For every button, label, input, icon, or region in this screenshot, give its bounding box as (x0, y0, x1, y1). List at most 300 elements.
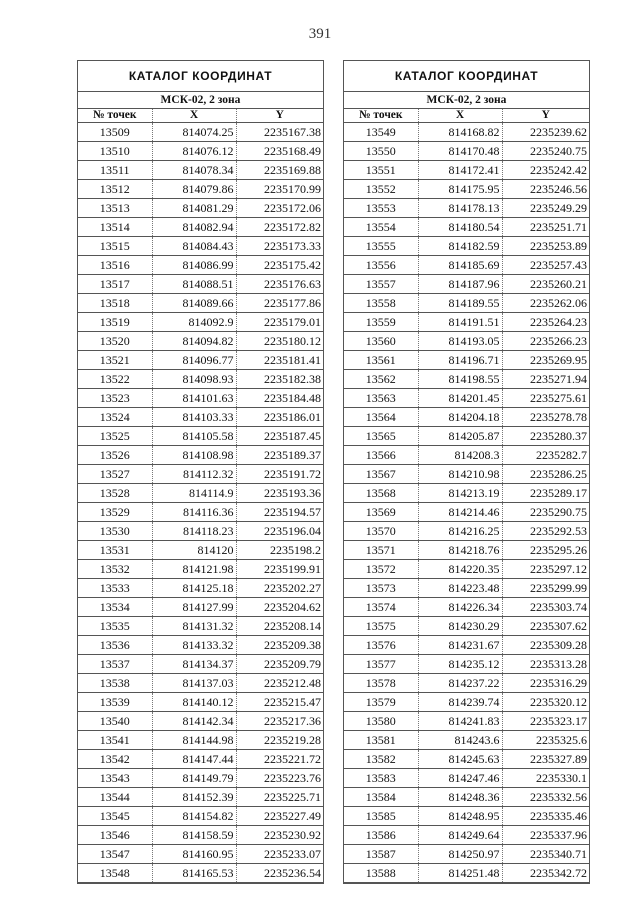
y-coordinate-cell: 2235199.91 (236, 560, 323, 579)
table-row (344, 408, 589, 427)
y-coordinate-cell: 2235169.88 (236, 161, 323, 180)
y-coordinate-cell: 2235264.23 (502, 313, 589, 332)
point-number-cell: 13512 (78, 180, 152, 199)
y-coordinate-cell: 2235170.99 (236, 180, 323, 199)
y-coordinate-cell: 2235209.79 (236, 655, 323, 674)
y-coordinate-cell: 2235187.45 (236, 427, 323, 446)
point-number-cell: 13534 (78, 598, 152, 617)
table-row (344, 275, 589, 294)
x-coordinate-cell: 814074.25 (152, 123, 236, 142)
point-number-cell: 13556 (344, 256, 418, 275)
y-coordinate-cell: 2235320.12 (502, 693, 589, 712)
point-number-cell: 13577 (344, 655, 418, 674)
table-row (78, 522, 323, 541)
point-number-cell: 13552 (344, 180, 418, 199)
x-coordinate-cell: 814216.25 (418, 522, 502, 541)
x-coordinate-cell: 814180.54 (418, 218, 502, 237)
x-coordinate-cell: 814134.37 (152, 655, 236, 674)
table-row (344, 769, 589, 788)
point-number-cell: 13559 (344, 313, 418, 332)
y-coordinate-cell: 2235337.96 (502, 826, 589, 845)
table-row (344, 826, 589, 845)
table-row (344, 142, 589, 161)
x-coordinate-cell: 814079.86 (152, 180, 236, 199)
table-row (344, 180, 589, 199)
point-number-cell: 13514 (78, 218, 152, 237)
y-coordinate-cell: 2235179.01 (236, 313, 323, 332)
y-coordinate-cell: 2235316.29 (502, 674, 589, 693)
y-coordinate-cell: 2235180.12 (236, 332, 323, 351)
y-coordinate-cell: 2235167.38 (236, 123, 323, 142)
table-row (78, 237, 323, 256)
x-coordinate-cell: 814230.29 (418, 617, 502, 636)
catalog-title: КАТАЛОГ КООРДИНАТ (344, 61, 589, 92)
x-coordinate-cell: 814084.43 (152, 237, 236, 256)
y-coordinate-cell: 2235221.72 (236, 750, 323, 769)
point-number-cell: 13542 (78, 750, 152, 769)
y-coordinate-cell: 2235313.28 (502, 655, 589, 674)
table-row (78, 750, 323, 769)
y-coordinate-cell: 2235208.14 (236, 617, 323, 636)
header-y: Y (236, 109, 323, 123)
x-coordinate-cell: 814147.44 (152, 750, 236, 769)
point-number-cell: 13548 (78, 864, 152, 883)
header-x: X (418, 109, 502, 123)
x-coordinate-cell: 814142.34 (152, 712, 236, 731)
header-y: Y (502, 109, 589, 123)
x-coordinate-cell: 814121.98 (152, 560, 236, 579)
y-coordinate-cell: 2235327.89 (502, 750, 589, 769)
y-coordinate-cell: 2235219.28 (236, 731, 323, 750)
point-number-cell: 13570 (344, 522, 418, 541)
coordinate-catalog-right (343, 60, 590, 884)
table-row (78, 275, 323, 294)
point-number-cell: 13518 (78, 294, 152, 313)
y-coordinate-cell: 2235271.94 (502, 370, 589, 389)
point-number-cell: 13539 (78, 693, 152, 712)
table-row (78, 636, 323, 655)
point-number-cell: 13554 (344, 218, 418, 237)
x-coordinate-cell: 814220.35 (418, 560, 502, 579)
x-coordinate-cell: 814082.94 (152, 218, 236, 237)
page-number: 391 (308, 26, 332, 42)
y-coordinate-cell: 2235194.57 (236, 503, 323, 522)
y-coordinate-cell: 2235325.6 (502, 731, 589, 750)
y-coordinate-cell: 2235196.04 (236, 522, 323, 541)
point-number-cell: 13566 (344, 446, 418, 465)
header-point-number: № точек (344, 109, 418, 123)
coordinate-catalog-left (77, 60, 324, 884)
point-number-cell: 13588 (344, 864, 418, 883)
x-coordinate-cell: 814133.32 (152, 636, 236, 655)
point-number-cell: 13555 (344, 237, 418, 256)
y-coordinate-cell: 2235176.63 (236, 275, 323, 294)
point-number-cell: 13582 (344, 750, 418, 769)
coordinate-table (78, 109, 323, 883)
point-number-cell: 13520 (78, 332, 152, 351)
table-row (344, 465, 589, 484)
x-coordinate-cell: 814248.95 (418, 807, 502, 826)
table-header-row (344, 109, 589, 123)
x-coordinate-cell: 814191.51 (418, 313, 502, 332)
table-row (78, 370, 323, 389)
y-coordinate-cell: 2235191.72 (236, 465, 323, 484)
point-number-cell: 13517 (78, 275, 152, 294)
table-row (78, 123, 323, 142)
point-number-cell: 13509 (78, 123, 152, 142)
table-row (78, 845, 323, 864)
x-coordinate-cell: 814170.48 (418, 142, 502, 161)
table-row (344, 351, 589, 370)
x-coordinate-cell: 814127.99 (152, 598, 236, 617)
table-row (344, 864, 589, 883)
table-row (78, 541, 323, 560)
point-number-cell: 13562 (344, 370, 418, 389)
y-coordinate-cell: 2235209.38 (236, 636, 323, 655)
table-row (344, 788, 589, 807)
table-row (344, 712, 589, 731)
y-coordinate-cell: 2235342.72 (502, 864, 589, 883)
y-coordinate-cell: 2235269.95 (502, 351, 589, 370)
table-row (344, 636, 589, 655)
y-coordinate-cell: 2235173.33 (236, 237, 323, 256)
point-number-cell: 13533 (78, 579, 152, 598)
y-coordinate-cell: 2235246.56 (502, 180, 589, 199)
point-number-cell: 13511 (78, 161, 152, 180)
table-row (344, 161, 589, 180)
table-row (344, 750, 589, 769)
y-coordinate-cell: 2235253.89 (502, 237, 589, 256)
table-row (78, 788, 323, 807)
point-number-cell: 13527 (78, 465, 152, 484)
point-number-cell: 13565 (344, 427, 418, 446)
catalog-zone: МСК-02, 2 зона (344, 92, 589, 109)
table-row (78, 674, 323, 693)
point-number-cell: 13513 (78, 199, 152, 218)
y-coordinate-cell: 2235227.49 (236, 807, 323, 826)
point-number-cell: 13551 (344, 161, 418, 180)
y-coordinate-cell: 2235340.71 (502, 845, 589, 864)
point-number-cell: 13574 (344, 598, 418, 617)
y-coordinate-cell: 2235189.37 (236, 446, 323, 465)
x-coordinate-cell: 814226.34 (418, 598, 502, 617)
table-row (344, 446, 589, 465)
point-number-cell: 13531 (78, 541, 152, 560)
table-row (344, 541, 589, 560)
point-number-cell: 13549 (344, 123, 418, 142)
x-coordinate-cell: 814231.67 (418, 636, 502, 655)
table-row (344, 503, 589, 522)
table-row (78, 560, 323, 579)
catalog-zone: МСК-02, 2 зона (78, 92, 323, 109)
x-coordinate-cell: 814218.76 (418, 541, 502, 560)
table-row (78, 199, 323, 218)
point-number-cell: 13575 (344, 617, 418, 636)
table-row (344, 845, 589, 864)
point-number-cell: 13540 (78, 712, 152, 731)
y-coordinate-cell: 2235172.06 (236, 199, 323, 218)
y-coordinate-cell: 2235233.07 (236, 845, 323, 864)
x-coordinate-cell: 814158.59 (152, 826, 236, 845)
table-row (344, 370, 589, 389)
y-coordinate-cell: 2235230.92 (236, 826, 323, 845)
x-coordinate-cell: 814245.63 (418, 750, 502, 769)
x-coordinate-cell: 814101.63 (152, 389, 236, 408)
y-coordinate-cell: 2235299.99 (502, 579, 589, 598)
y-coordinate-cell: 2235292.53 (502, 522, 589, 541)
table-row (78, 693, 323, 712)
table-row (78, 655, 323, 674)
table-row (344, 256, 589, 275)
point-number-cell: 13535 (78, 617, 152, 636)
x-coordinate-cell: 814160.95 (152, 845, 236, 864)
y-coordinate-cell: 2235309.28 (502, 636, 589, 655)
table-row (78, 161, 323, 180)
y-coordinate-cell: 2235175.42 (236, 256, 323, 275)
point-number-cell: 13581 (344, 731, 418, 750)
x-coordinate-cell: 814178.13 (418, 199, 502, 218)
table-row (344, 693, 589, 712)
table-row (344, 560, 589, 579)
point-number-cell: 13526 (78, 446, 152, 465)
point-number-cell: 13530 (78, 522, 152, 541)
table-row (344, 598, 589, 617)
y-coordinate-cell: 2235181.41 (236, 351, 323, 370)
point-number-cell: 13547 (78, 845, 152, 864)
y-coordinate-cell: 2235186.01 (236, 408, 323, 427)
table-row (344, 484, 589, 503)
point-number-cell: 13569 (344, 503, 418, 522)
point-number-cell: 13576 (344, 636, 418, 655)
table-row (344, 617, 589, 636)
table-row (344, 123, 589, 142)
table-row (78, 864, 323, 883)
table-row (78, 769, 323, 788)
table-row (78, 465, 323, 484)
y-coordinate-cell: 2235172.82 (236, 218, 323, 237)
x-coordinate-cell: 814235.12 (418, 655, 502, 674)
catalog-title: КАТАЛОГ КООРДИНАТ (78, 61, 323, 92)
table-row (344, 294, 589, 313)
point-number-cell: 13573 (344, 579, 418, 598)
x-coordinate-cell: 814208.3 (418, 446, 502, 465)
table-row (78, 731, 323, 750)
x-coordinate-cell: 814086.99 (152, 256, 236, 275)
point-number-cell: 13523 (78, 389, 152, 408)
table-row (78, 617, 323, 636)
y-coordinate-cell: 2235168.49 (236, 142, 323, 161)
table-row (344, 731, 589, 750)
x-coordinate-cell: 814198.55 (418, 370, 502, 389)
y-coordinate-cell: 2235266.23 (502, 332, 589, 351)
x-coordinate-cell: 814168.82 (418, 123, 502, 142)
y-coordinate-cell: 2235217.36 (236, 712, 323, 731)
y-coordinate-cell: 2235262.06 (502, 294, 589, 313)
x-coordinate-cell: 814125.18 (152, 579, 236, 598)
point-number-cell: 13516 (78, 256, 152, 275)
y-coordinate-cell: 2235236.54 (236, 864, 323, 883)
x-coordinate-cell: 814241.83 (418, 712, 502, 731)
x-coordinate-cell: 814251.48 (418, 864, 502, 883)
y-coordinate-cell: 2235278.78 (502, 408, 589, 427)
y-coordinate-cell: 2235184.48 (236, 389, 323, 408)
table-row (344, 807, 589, 826)
y-coordinate-cell: 2235260.21 (502, 275, 589, 294)
point-number-cell: 13546 (78, 826, 152, 845)
y-coordinate-cell: 2235286.25 (502, 465, 589, 484)
x-coordinate-cell: 814092.9 (152, 313, 236, 332)
y-coordinate-cell: 2235307.62 (502, 617, 589, 636)
y-coordinate-cell: 2235242.42 (502, 161, 589, 180)
point-number-cell: 13553 (344, 199, 418, 218)
y-coordinate-cell: 2235257.43 (502, 256, 589, 275)
y-coordinate-cell: 2235289.17 (502, 484, 589, 503)
coordinate-table (344, 109, 589, 883)
point-number-cell: 13519 (78, 313, 152, 332)
table-row (78, 313, 323, 332)
table-row (78, 294, 323, 313)
x-coordinate-cell: 814118.23 (152, 522, 236, 541)
point-number-cell: 13583 (344, 769, 418, 788)
x-coordinate-cell: 814137.03 (152, 674, 236, 693)
table-row (78, 807, 323, 826)
x-coordinate-cell: 814144.98 (152, 731, 236, 750)
y-coordinate-cell: 2235204.62 (236, 598, 323, 617)
y-coordinate-cell: 2235223.76 (236, 769, 323, 788)
x-coordinate-cell: 814243.6 (418, 731, 502, 750)
table-row (78, 408, 323, 427)
y-coordinate-cell: 2235225.71 (236, 788, 323, 807)
y-coordinate-cell: 2235202.27 (236, 579, 323, 598)
x-coordinate-cell: 814201.45 (418, 389, 502, 408)
point-number-cell: 13537 (78, 655, 152, 674)
table-row (78, 579, 323, 598)
point-number-cell: 13543 (78, 769, 152, 788)
y-coordinate-cell: 2235295.26 (502, 541, 589, 560)
point-number-cell: 13568 (344, 484, 418, 503)
x-coordinate-cell: 814250.97 (418, 845, 502, 864)
x-coordinate-cell: 814140.12 (152, 693, 236, 712)
header-point-number: № точек (78, 109, 152, 123)
x-coordinate-cell: 814076.12 (152, 142, 236, 161)
x-coordinate-cell: 814078.34 (152, 161, 236, 180)
point-number-cell: 13536 (78, 636, 152, 655)
table-row (344, 218, 589, 237)
x-coordinate-cell: 814081.29 (152, 199, 236, 218)
point-number-cell: 13541 (78, 731, 152, 750)
point-number-cell: 13586 (344, 826, 418, 845)
y-coordinate-cell: 2235282.7 (502, 446, 589, 465)
x-coordinate-cell: 814165.53 (152, 864, 236, 883)
x-coordinate-cell: 814182.59 (418, 237, 502, 256)
x-coordinate-cell: 814094.82 (152, 332, 236, 351)
table-row (344, 237, 589, 256)
x-coordinate-cell: 814116.36 (152, 503, 236, 522)
point-number-cell: 13560 (344, 332, 418, 351)
x-coordinate-cell: 814205.87 (418, 427, 502, 446)
y-coordinate-cell: 2235212.48 (236, 674, 323, 693)
y-coordinate-cell: 2235297.12 (502, 560, 589, 579)
point-number-cell: 13510 (78, 142, 152, 161)
table-row (78, 256, 323, 275)
point-number-cell: 13532 (78, 560, 152, 579)
x-coordinate-cell: 814196.71 (418, 351, 502, 370)
table-row (344, 674, 589, 693)
x-coordinate-cell: 814154.82 (152, 807, 236, 826)
header-x: X (152, 109, 236, 123)
table-row (78, 446, 323, 465)
x-coordinate-cell: 814175.95 (418, 180, 502, 199)
point-number-cell: 13584 (344, 788, 418, 807)
x-coordinate-cell: 814131.32 (152, 617, 236, 636)
y-coordinate-cell: 2235290.75 (502, 503, 589, 522)
table-row (78, 389, 323, 408)
y-coordinate-cell: 2235275.61 (502, 389, 589, 408)
x-coordinate-cell: 814103.33 (152, 408, 236, 427)
point-number-cell: 13525 (78, 427, 152, 446)
table-row (78, 484, 323, 503)
y-coordinate-cell: 2235239.62 (502, 123, 589, 142)
table-row (344, 332, 589, 351)
point-number-cell: 13579 (344, 693, 418, 712)
x-coordinate-cell: 814120 (152, 541, 236, 560)
point-number-cell: 13572 (344, 560, 418, 579)
y-coordinate-cell: 2235193.36 (236, 484, 323, 503)
point-number-cell: 13585 (344, 807, 418, 826)
table-row (344, 313, 589, 332)
point-number-cell: 13580 (344, 712, 418, 731)
table-row (78, 826, 323, 845)
point-number-cell: 13578 (344, 674, 418, 693)
x-coordinate-cell: 814237.22 (418, 674, 502, 693)
table-row (344, 389, 589, 408)
x-coordinate-cell: 814088.51 (152, 275, 236, 294)
table-row (78, 503, 323, 522)
y-coordinate-cell: 2235335.46 (502, 807, 589, 826)
x-coordinate-cell: 814249.64 (418, 826, 502, 845)
x-coordinate-cell: 814112.32 (152, 465, 236, 484)
x-coordinate-cell: 814189.55 (418, 294, 502, 313)
x-coordinate-cell: 814114.9 (152, 484, 236, 503)
table-row (78, 180, 323, 199)
point-number-cell: 13528 (78, 484, 152, 503)
y-coordinate-cell: 2235332.56 (502, 788, 589, 807)
point-number-cell: 13545 (78, 807, 152, 826)
point-number-cell: 13538 (78, 674, 152, 693)
point-number-cell: 13544 (78, 788, 152, 807)
x-coordinate-cell: 814223.48 (418, 579, 502, 598)
point-number-cell: 13558 (344, 294, 418, 313)
x-coordinate-cell: 814089.66 (152, 294, 236, 313)
point-number-cell: 13587 (344, 845, 418, 864)
x-coordinate-cell: 814185.69 (418, 256, 502, 275)
x-coordinate-cell: 814239.74 (418, 693, 502, 712)
y-coordinate-cell: 2235182.38 (236, 370, 323, 389)
x-coordinate-cell: 814098.93 (152, 370, 236, 389)
x-coordinate-cell: 814213.19 (418, 484, 502, 503)
point-number-cell: 13571 (344, 541, 418, 560)
point-number-cell: 13522 (78, 370, 152, 389)
table-row (78, 218, 323, 237)
table-row (344, 199, 589, 218)
y-coordinate-cell: 2235198.2 (236, 541, 323, 560)
x-coordinate-cell: 814204.18 (418, 408, 502, 427)
point-number-cell: 13561 (344, 351, 418, 370)
point-number-cell: 13524 (78, 408, 152, 427)
y-coordinate-cell: 2235251.71 (502, 218, 589, 237)
point-number-cell: 13557 (344, 275, 418, 294)
table-row (78, 427, 323, 446)
